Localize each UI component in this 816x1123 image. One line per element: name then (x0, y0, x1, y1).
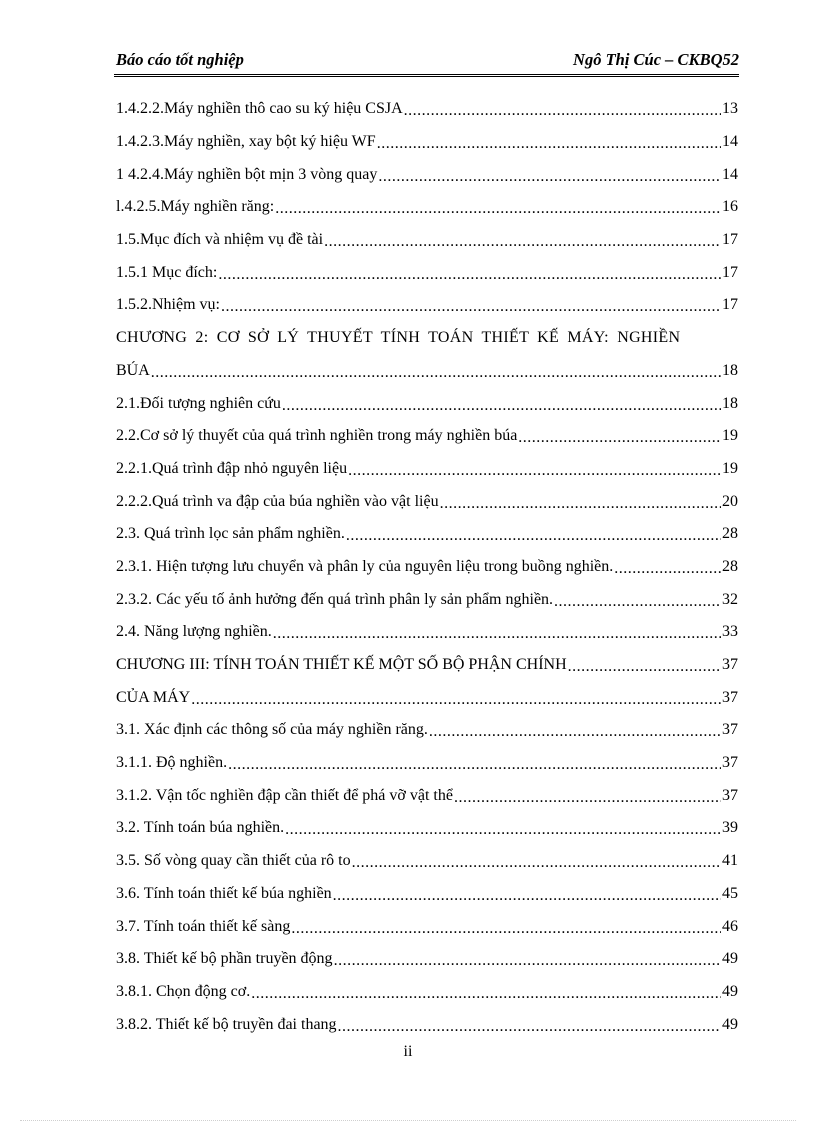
toc-dot-leader (291, 920, 721, 938)
toc-dot-leader (440, 495, 721, 513)
header-report-title: Báo cáo tốt nghiệp (116, 50, 244, 69)
toc-dot-leader (334, 952, 721, 970)
toc-entry-title: 3.1.2. Vận tốc nghiền đập cần thiết để phá vỡ vật thể (116, 786, 453, 804)
toc-entry-page: 16 (722, 198, 738, 216)
page-header (114, 48, 739, 77)
toc-entry[interactable] (116, 256, 738, 289)
toc-entry-title: 1.4.2.2.Máy nghiền thô cao su ký hiệu CSJA (116, 100, 403, 118)
toc-entry-title: CỦA MÁY (116, 688, 191, 706)
toc-entry-page: 49 (722, 982, 738, 1000)
toc-entry[interactable] (116, 126, 738, 159)
toc-entry-title: 2.2.1.Quá trình đập nhỏ nguyên liệu (116, 459, 348, 477)
table-of-contents (116, 93, 738, 1041)
toc-entry-title: 2.4. Năng lượng nghiền. (116, 623, 272, 641)
toc-entry-page: 18 (722, 394, 738, 412)
toc-entry[interactable] (116, 158, 738, 191)
toc-entry-page: 14 (722, 165, 738, 183)
toc-entry[interactable] (116, 714, 738, 747)
toc-entry[interactable] (116, 355, 738, 388)
toc-entry-title: 1.5.Mục đích và nhiệm vụ đề tài (116, 231, 324, 249)
toc-dot-leader (275, 200, 721, 218)
toc-entry-title: 3.2. Tính toán búa nghiền. (116, 819, 285, 837)
toc-dot-leader (404, 102, 721, 120)
toc-entry-page: 18 (722, 361, 738, 379)
toc-entry-title: 3.1. Xác định các thông số của máy nghiền răng. (116, 721, 428, 739)
toc-dot-leader (454, 789, 721, 807)
toc-dot-leader (352, 854, 721, 872)
toc-entry-title: 2.2.2.Quá trình va đập của búa nghiền vào vật liệu (116, 492, 439, 510)
toc-entry-title: 3.6. Tính toán thiết kế búa nghiền (116, 884, 332, 902)
toc-entry-page: 37 (722, 754, 738, 772)
toc-entry[interactable] (116, 322, 738, 355)
toc-entry-title: l.4.2.5.Máy nghiền răng: (116, 198, 275, 216)
toc-entry[interactable] (116, 845, 738, 878)
toc-entry[interactable] (116, 420, 738, 453)
toc-entry-title: 1.5.2.Nhiệm vụ: (116, 296, 220, 314)
toc-entry-title: 2.3. Quá trình lọc sản phẩm nghiền. (116, 525, 345, 543)
toc-entry[interactable] (116, 1008, 738, 1041)
toc-entry[interactable] (116, 551, 738, 584)
toc-dot-leader (346, 527, 721, 545)
toc-entry-page: 17 (722, 263, 738, 281)
page-bottom-edge (20, 1120, 796, 1121)
toc-dot-leader (273, 625, 721, 643)
toc-dot-leader (338, 1018, 721, 1036)
toc-dot-leader (429, 723, 721, 741)
toc-entry-title: 1 4.2.4.Máy nghiền bột mịn 3 vòng quay (116, 165, 378, 183)
toc-dot-leader (568, 658, 721, 676)
toc-entry-page: 37 (722, 688, 738, 706)
toc-entry-page: 45 (722, 884, 738, 902)
toc-entry[interactable] (116, 747, 738, 780)
toc-entry-page: 17 (722, 231, 738, 249)
toc-entry[interactable] (116, 616, 738, 649)
toc-dot-leader (285, 821, 721, 839)
toc-dot-leader (191, 691, 721, 709)
toc-entry-page: 37 (722, 721, 738, 739)
toc-entry[interactable] (116, 518, 738, 551)
toc-entry-title: 2.3.1. Hiện tượng lưu chuyển và phân ly của nguyên liệu trong buồng nghiền. (116, 557, 614, 575)
toc-dot-leader (518, 429, 721, 447)
toc-entry-title: CHƯƠNG 2: CƠ SỞ LÝ THUYẾT TÍNH TOÁN THIẾT KẾ MÁY: NGHIỀN (116, 329, 681, 347)
toc-dot-leader (218, 266, 721, 284)
toc-entry[interactable] (116, 191, 738, 224)
toc-entry-page: 39 (722, 819, 738, 837)
toc-entry-page: 49 (722, 950, 738, 968)
toc-entry-title: 3.8. Thiết kế bộ phần truyền động (116, 950, 333, 968)
toc-entry-page: 20 (722, 492, 738, 510)
toc-entry-title: 2.1.Đối tượng nghiên cứu (116, 394, 281, 412)
toc-entry-title: CHƯƠNG III: TÍNH TOÁN THIẾT KẾ MỘT SỐ BỘ PHẬN CHÍNH (116, 656, 567, 674)
toc-entry[interactable] (116, 779, 738, 812)
toc-entry-page: 19 (722, 459, 738, 477)
toc-entry[interactable] (116, 681, 738, 714)
toc-entry-page: 37 (722, 656, 738, 674)
toc-entry-title: BÚA (116, 361, 150, 379)
toc-entry-page: 46 (722, 917, 738, 935)
toc-entry-page: 13 (722, 100, 738, 118)
toc-entry-title: 3.8.1. Chọn động cơ. (116, 982, 251, 1000)
toc-dot-leader (333, 887, 721, 905)
toc-entry-page: 28 (722, 557, 738, 575)
toc-entry[interactable] (116, 812, 738, 845)
toc-entry[interactable] (116, 224, 738, 257)
toc-entry-title: 1.4.2.3.Máy nghiền, xay bột ký hiệu WF (116, 133, 376, 151)
page-number: ii (403, 1043, 413, 1060)
toc-dot-leader (324, 233, 721, 251)
toc-dot-leader (228, 756, 721, 774)
toc-dot-leader (282, 397, 721, 415)
toc-entry-title: 3.7. Tính toán thiết kế sàng (116, 917, 291, 935)
toc-entry[interactable] (116, 878, 738, 911)
toc-dot-leader (151, 364, 721, 382)
toc-entry[interactable] (116, 289, 738, 322)
toc-entry-page: 19 (722, 427, 738, 445)
toc-entry[interactable] (116, 976, 738, 1009)
toc-entry[interactable] (116, 453, 738, 486)
toc-entry-title: 1.5.1 Mục đích: (116, 263, 218, 281)
toc-dot-leader (221, 298, 721, 316)
toc-entry-page: 28 (722, 525, 738, 543)
toc-dot-leader (348, 462, 721, 480)
toc-entry-title: 3.8.2. Thiết kế bộ truyền đai thang (116, 1015, 337, 1033)
toc-dot-leader (377, 135, 721, 153)
toc-dot-leader (251, 985, 721, 1003)
header-author: Ngô Thị Cúc – CKBQ52 (573, 50, 739, 69)
toc-entry[interactable] (116, 93, 738, 126)
toc-entry[interactable] (116, 649, 738, 682)
toc-entry-page: 17 (722, 296, 738, 314)
toc-dot-leader (554, 593, 721, 611)
toc-entry[interactable] (116, 910, 738, 943)
toc-entry-page: 32 (722, 590, 738, 608)
toc-entry[interactable] (116, 485, 738, 518)
toc-entry[interactable] (116, 943, 738, 976)
toc-entry-title: 3.5. Số vòng quay cần thiết của rô to (116, 852, 351, 870)
toc-entry-page: 49 (722, 1015, 738, 1033)
toc-entry-title: 2.3.2. Các yếu tố ảnh hưởng đến quá trình phân ly sản phẩm nghiền. (116, 590, 554, 608)
toc-entry-page: 41 (722, 852, 738, 870)
toc-dot-leader (378, 168, 721, 186)
toc-entry-page: 33 (722, 623, 738, 641)
toc-entry-page: 37 (722, 786, 738, 804)
toc-dot-leader (614, 560, 721, 578)
toc-entry[interactable] (116, 583, 738, 616)
toc-entry-title: 3.1.1. Độ nghiền. (116, 754, 228, 772)
toc-entry-page: 14 (722, 133, 738, 151)
toc-entry-title: 2.2.Cơ sở lý thuyết của quá trình nghiền trong máy nghiền búa (116, 427, 518, 445)
toc-entry[interactable] (116, 387, 738, 420)
